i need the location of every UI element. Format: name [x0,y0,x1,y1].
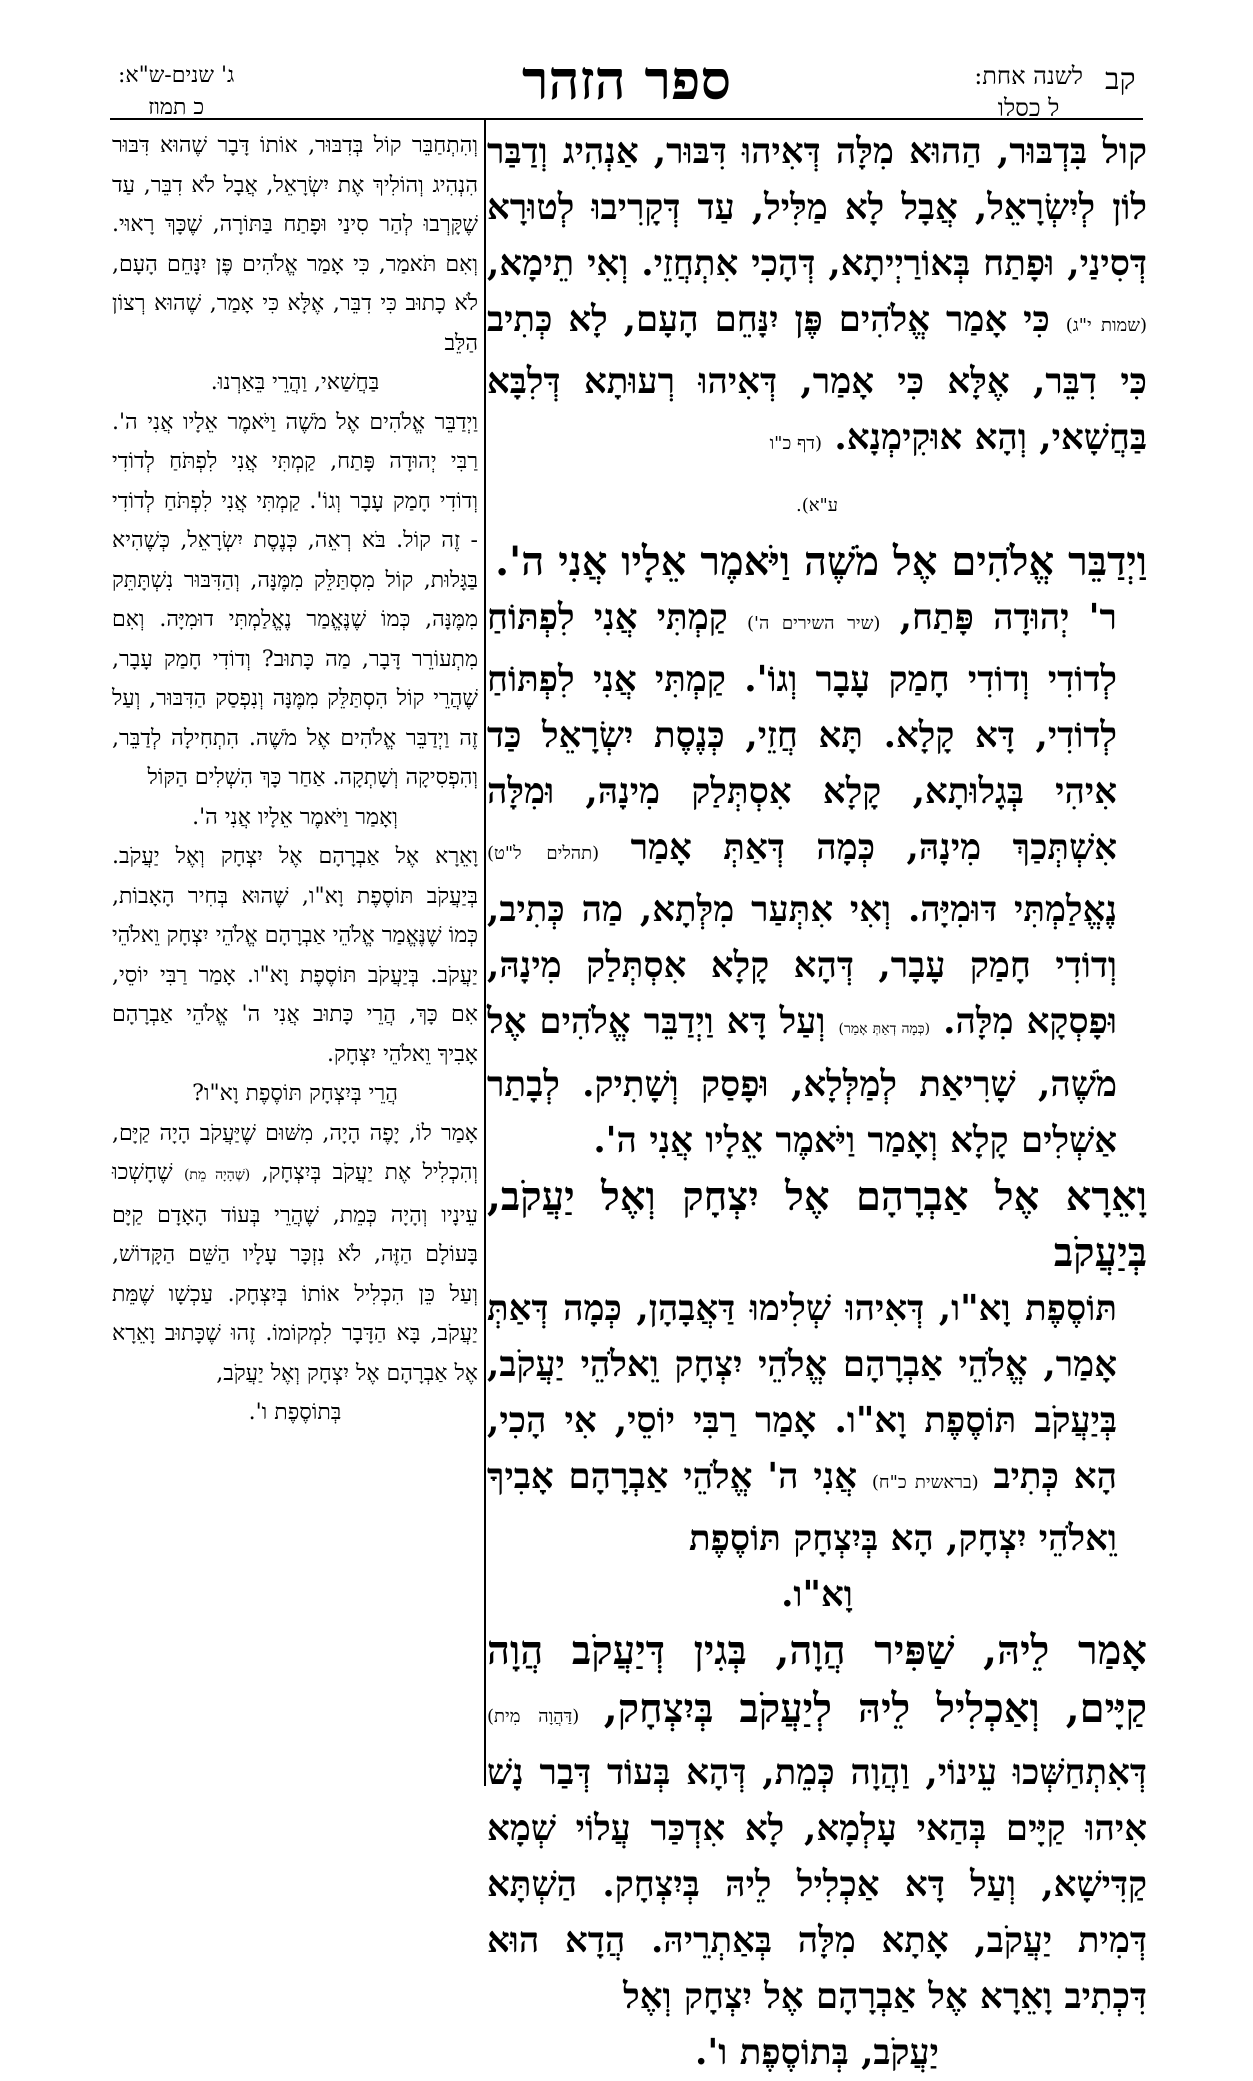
paragraph-end: בְּתוֹסֶפֶת ו'. [248,1400,342,1425]
text: נֶאֱלַמְתִּי דּוּמִיָּה. וְאִי אִתְּעַר מִלְּתָא, מַה כְּתִיב, וְדוֹדִי חָמַק עָבָר, דְּהָא קָלָא אִסְתְּלַק מִינָהּ, וּפָסְקָא מִלָּה. [487,889,1117,1042]
header-rule [110,118,1143,120]
text: אָמַר לוֹ, יָפֶה הָיָה, מִשּׁוּם שֶׁיַּעֲקֹב הָיָה קַיָּם, וְהִכְלִיל אֶת יַעֲקֹב בְּיִצְחָק, [112,1120,478,1185]
text: דְּאִתְחַשְּׁכוּ עֵינוֹי, וַהֲוָה כְּמֵת, דְּהָא בְּעוֹד דְּבַר נָשׁ אִיהוּ קַיָּים בְּהַאי עָלְמָא, לָא אִדְכַּר עֲלוֹי שְׁמָא קַדִּישָׁא, וְעַל דָּא אַכְלִיל לֵיהּ בְּיִצְחָק. הַשְׁתָּא דְּמִית יַעֲקֹב, אָתָא מִלָּה בְּאַתְרֵיהּ. הֲדָא הוּא דִּכְתִיב וָאֵרָא אֶל אַבְרָהָם אֶל יִצְחָק וְאֶל [487,1752,1147,2017]
paragraph-end: בַּחֲשַׁאי, וַהֲרֵי בֵּאַרְנוּ. [210,370,380,395]
verse-heading: וַיְדַבֵּר אֱלֹהִים אֶל מֹשֶׁה וַיֹּאמֶר אֵלָיו אֲנִי ה'. [495,538,1147,585]
paragraph-end [487,472,1147,534]
page-header [0,0,1253,120]
paragraph [487,124,1147,472]
source-reference: (דַּהֲוָה מִית) [487,1706,580,1727]
paragraph-end: יַעֲקֹב, בְּתוֹסֶפֶת ו'. [695,2032,939,2073]
source-reference: ע"א). [795,495,838,516]
source-reference: (תהלים ל"ט) [487,843,600,864]
source-reference: (שמות י"ג) [1065,315,1147,336]
verse-heading: וָאֵרָא אֶל אַבְרָהָם אֶל יִצְחָק וְאֶל יַעֲקֹב, בְּיַעֲקֹב [487,1173,1147,1276]
paragraph [112,1114,478,1394]
book-title: ספר הזהר [521,48,732,112]
paragraph [487,1281,1147,1567]
source-reference: (שֶׁהָיָה מֵת) [183,1167,251,1183]
schedule-label: ג' שנים-ש"א: [118,63,235,88]
text: שֶׁחָשְׁכוּ עֵינָיו וְהָיָה כְּמֵת, שֶׁהֲרֵי בְּעוֹד הָאָדָם קַיָּם בָּעוֹלָם הַזֶּה, לֹא נִזְכָּר עָלָיו הַשֵּׁם הַקָּדוֹשׁ, וְעַל כֵּן הִכְלִיל אוֹתוֹ בְּיִצְחָק. עַכְשָׁו שֶׁמֵּת יַעֲקֹב, בָּא הַדָּבָר לִמְקוֹמוֹ. זֶהוּ שֶׁכָּתוּב וָאֵרָא אֶל אַבְרָהָם אֶל יִצְחָק וְאֶל יַעֲקֹב, [112,1160,478,1386]
text: קַמְתִּי אֲנִי לִפְתּוֹחַ לְדוֹדִי וְדוֹדִי חָמַק עָבָר וְגוֹ'. קַמְתִּי אֲנִי לִפְתּוֹחַ לְדוֹדִי, דָּא קָלָא. תָּא חֲזֵי, כְּנֶסֶת יִשְׂרָאֵל כַּד אִיהִי בְּגָלוּתָא, קָלָא אִסְתְּלַק מִינָהּ, וּמִלָּה אִשְׁתְּכַךְ מִינָהּ, כְּמָה דְּאַתְּ אָמַר [487,597,1117,868]
source-reference: (כְּמָה דְאַתְּ אָמַר) [838,1021,931,1037]
text: ר' יְהוּדָה פָּתַח, [899,597,1117,638]
paragraph: וָאֵרָא אֶל אַבְרָהָם אֶל יִצְחָק וְאֶל יַעֲקֹב. בְּיַעֲקֹב תּוֹסֶפֶת וָא"ו, שֶׁהוּא בְּחִיר הָאָבוֹת, כְּמוֹ שֶׁנֶּאֱמַר אֱלֹהֵי אַבְרָהָם אֱלֹהֵי יִצְחָק וֵאלֹהֵי יַעֲקֹב. בְּיַעֲקֹב תּוֹסֶפֶת וָא"ו. אָמַר רַבִּי יוֹסֵי, אִם כָּךְ, הֲרֵי כָּתוּב אֲנִי ה' אֱלֹהֵי אַבְרָהָם אָבִיךָ וֵאלֹהֵי יִצְחָק. [112,844,478,1067]
text: אָמַר לֵיהּ, שַׁפִּיר הֲוָה, בְּגִין דְּיַעֲקֹב הֲוָה קַיָּים, וְאַכְלִיל לֵיהּ לְיַעֲקֹב בְּיִצְחָק, [487,1627,1148,1732]
paragraph: וַיְדַבֵּר אֱלֹהִים אֶל מֹשֶׁה וַיֹּאמֶר אֵלָיו אֲנִי ה'. רַבִּי יְהוּדָה פָּתַח, קַמְתִּי אֲנִי לִפְתֹּחַ לְדוֹדִי וְדוֹדִי חָמַק עָבָר וְגוֹ'. קַמְתִּי אֲנִי לִפְתֹּחַ לְדוֹדִי - זֶה קוֹל. בֹּא רְאֵה, כְּנֶסֶת יִשְׂרָאֵל, כְּשֶׁהִיא בַּגָּלוּת, קוֹל מִסְתַּלֵּק מִמֶּנָּה, וְהַדִּבּוּר נִשְׁתָּתֵּק מִמֶּנָּה, כְּמוֹ שֶׁנֶּאֱמַר נֶאֱלַמְתִּי דוּמִיָּה. וְאִם מִתְעוֹרֵר דָּבָר, מַה כָּתוּב? וְדוֹדִי חָמַק עָבָר, שֶׁהֲרֵי קוֹל הִסְתַּלֵּק מִמֶּנָּה וְנִפְסַק הַדִּבּוּר, וְעַל זֶה וַיְדַבֵּר אֱלֹהִים אֶל מֹשֶׁה. הִתְחִילָה לְדַבֵּר, וְהִפְסִיקָה וְשָׁתְקָה. אַחַר כָּךְ הִשְׁלִים הַקּוֹל [112,409,478,790]
paragraph-end: וְאָמַר וַיֹּאמֶר אֵלָיו אֲנִי ה'. [192,804,398,830]
schedule-label: לשנה אחת: [974,62,1083,90]
paragraph [487,1623,1147,2025]
schedule-date: כ תמוז [148,95,205,120]
aramaic-text-column [487,124,1147,2081]
paragraph: וְהִתְחַבֵּר קוֹל בְּדִבּוּר, אוֹתוֹ דָּבָר שֶׁהוּא דִּבּוּר הִנְהִיג וְהוֹלִיךְ אֶת יִשְׂרָאֵל, אֲבָל לֹא דִבֵּר, עַד שֶׁקָּרְבוּ לְהַר סִינַי וּפָתַח בַּתּוֹרָה, שֶׁכָּךְ רָאוּי. וְאִם תֹּאמַר, כִּי אָמַר אֱלֹהִים פֶּן יִנָּחֵם הָעָם, לֹא כָתוּב כִּי דִבֵּר, אֶלָּא כִּי אָמַר, שֶׁהוּא רְצוֹן הַלֵּב [112,133,478,356]
source-reference: (דף כ"ו [769,433,822,454]
text: תּוֹסֶפֶת וָא"ו, דְּאִיהוּ שְׁלִימוּ דַּאֲבָהָן, כְּמָה דְּאַתְּ אָמַר, אֱלֹהֵי אַבְרָהָם אֱלֹהֵי יִצְחָק וֵאלֹהֵי יַעֲקֹב, בְּיַעֲקֹב תּוֹסֶפֶת וָא"ו. אָמַר רַבִּי יוֹסֵי, אִי הָכִי, הָא כְּתִיב [487,1288,1118,1497]
text: וְעַל דָּא וַיְדַבֵּר אֱלֹהִים אֶל מֹשֶׁה, שָׁרִיאַת לְמַלְּלָא, וּפָסַק וְשָׁתִיק. לְבָתַר אַשְׁלִים קָלָא וְאָמַר וַיֹּאמֶר אֵלָיו אֲנִי ה'. [487,1001,1117,1161]
text: כִּי אָמַר אֱלֹהִים פֶּן יִנָּחֵם הָעָם, לָא כְּתִיב כִּי דִבֵּר, אֶלָּא כִּי אָמַר, דְּאִיהוּ רְעוּתָא דְּלִבָּא בַּחֲשָׁאי, וְהָא אוּקִימְנָא. [487,299,1147,458]
paragraph [487,590,1147,1169]
text: קול בִּדְבּוּר, הַהוּא מִלָּה דְּאִיהוּ דִּבּוּר, אַנְהִיג וְדַבַּר לוֹן לְיִשְׂרָאֵל, אֲבָל לָא מַלִּיל, עַד דְּקָרִיבוּ לְטוּרָא דְּסִינַי, וּפָתַח בְּאוֹרַיְיתָא, דְּהָכִי אִתְחֲזֵי. וְאִי תֵימָא, [487,131,1147,284]
paragraph-end: וָא"ו. [781,1574,853,1615]
source-reference: (שיר השירים ה') [746,613,881,634]
page-number: קב [1105,62,1136,97]
paragraph-end: הֲרֵי בְּיִצְחָק תּוֹסֶפֶת וָא"ו? [192,1081,398,1106]
text: אֲנִי ה' אֱלֹהֵי אַבְרָהָם אָבִיךָ וֵאלֹהֵי יִצְחָק, הָא בְּיִצְחָק תּוֹסֶפֶת [487,1456,1117,1559]
source-reference: (בראשית כ"ח) [871,1472,979,1493]
study-schedule-three-years [118,60,234,124]
column-divider [484,118,486,1786]
schedule-date: ל כסלו [997,94,1060,122]
hebrew-translation-column [112,126,478,1433]
